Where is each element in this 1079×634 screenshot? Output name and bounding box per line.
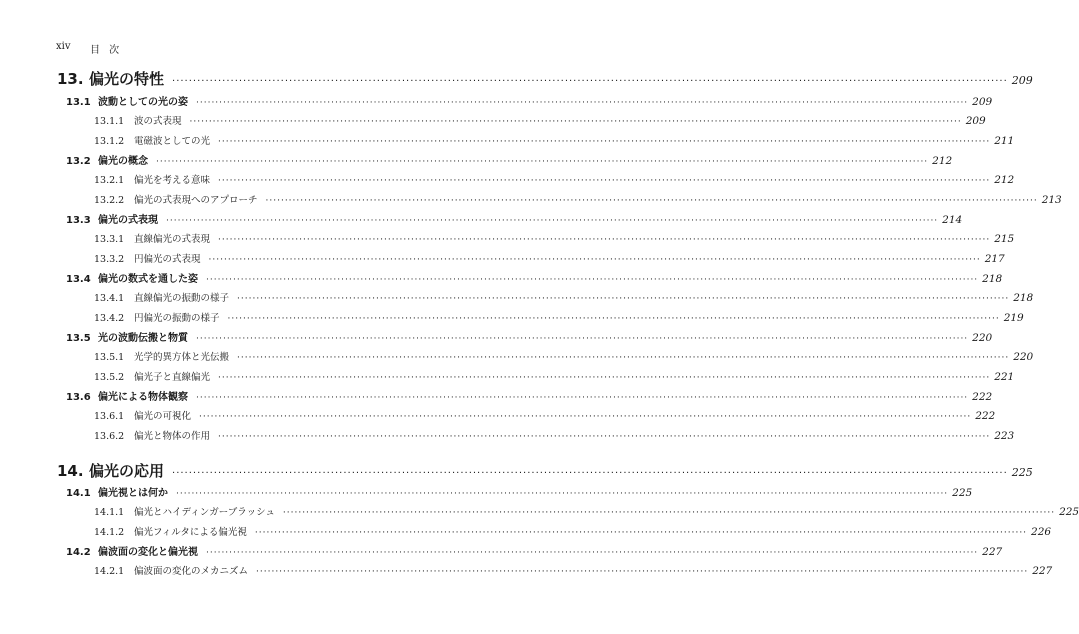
entry-page-number: 209 [965, 115, 986, 127]
entry-page-number: 225 [1011, 466, 1033, 479]
entry-page-number: 220 [1013, 351, 1034, 363]
toc-entry-subsection [94, 251, 1005, 265]
entry-number: 13.5 [66, 333, 91, 344]
entry-page-number: 220 [972, 332, 993, 344]
entry-title: 光の波動伝搬と物質 [98, 333, 188, 344]
toc-entry-subsection [94, 231, 1015, 245]
entry-page-number: 212 [994, 174, 1015, 186]
entry-number: 13.1.2 [94, 136, 125, 147]
entry-title: 円偏光の振動の様子 [134, 313, 220, 324]
entry-page-number: 212 [932, 155, 953, 167]
dot-leader: ········································································································································································································ [237, 294, 1010, 304]
entry-number: 13.3.1 [94, 234, 125, 245]
entry-number: 13.5.1 [94, 352, 125, 363]
toc-entry-subsection [94, 408, 996, 422]
toc-entry-subsection [94, 563, 1053, 577]
entry-page-number: 218 [982, 273, 1003, 285]
entry-page-number: 221 [994, 371, 1015, 383]
entry-title: 偏光と物体の作用 [134, 431, 211, 442]
entry-title: 偏光の特性 [89, 70, 165, 88]
entry-title: 偏光を考える意味 [134, 175, 211, 186]
entry-title: 偏光子と直線偏光 [134, 372, 211, 383]
entry-title: 偏光とハイディンガーブラッシュ [134, 507, 275, 518]
toc-entry-section [66, 211, 963, 226]
entry-title: 偏光の数式を通した姿 [98, 274, 198, 285]
entry-title: 偏波面の変化のメカニズム [134, 566, 249, 577]
dot-leader: ········································································································································································································ [156, 157, 929, 167]
toc-entry-subsection [94, 504, 1079, 518]
entry-page-number: 222 [975, 410, 996, 422]
dot-leader: ········································································································································································································ [172, 468, 1008, 479]
entry-page-number: 209 [1011, 74, 1033, 87]
entry-title: 偏光の式表現 [98, 215, 158, 226]
entry-number: 13.6.1 [94, 411, 125, 422]
entry-title: 偏光の概念 [98, 156, 148, 167]
entry-number: 14.1.2 [94, 527, 125, 538]
entry-title: 波の式表現 [134, 116, 182, 127]
entry-page-number: 227 [1032, 565, 1053, 577]
dot-leader: ········································································································································································································ [218, 373, 991, 383]
dot-leader: ········································································································································································································ [218, 176, 991, 186]
dot-leader: ········································································································································································································ [206, 275, 979, 285]
entry-title: 光学的異方体と光伝搬 [134, 352, 230, 363]
entry-page-number: 226 [1031, 526, 1052, 538]
entry-number: 13.5.2 [94, 372, 125, 383]
entry-title: 波動としての光の姿 [98, 97, 188, 108]
entry-number: 13.1.1 [94, 116, 125, 127]
dot-leader: ········································································································································································································ [218, 235, 991, 245]
toc-entry-section [66, 93, 993, 108]
header-title: 目 次 [90, 45, 123, 56]
dot-leader: ········································································································································································································ [227, 314, 1000, 324]
dot-leader: ········································································································································································································ [254, 528, 1028, 538]
entry-page-number: 218 [1013, 292, 1034, 304]
entry-page-number: 223 [994, 430, 1015, 442]
toc-entry-chapter [57, 460, 1033, 481]
entry-number: 13.3.2 [94, 254, 125, 265]
toc-entry-section [66, 270, 1003, 285]
entry-page-number: 211 [994, 135, 1015, 147]
dot-leader: ········································································································································································································ [172, 76, 1008, 87]
entry-page-number: 225 [1059, 506, 1079, 518]
dot-leader: ········································································································································································································ [282, 508, 1056, 518]
entry-number: 14.2.1 [94, 566, 125, 577]
entry-number: 13. [57, 70, 84, 88]
toc-entry-subsection [94, 428, 1015, 442]
entry-number: 14.1 [66, 488, 91, 499]
entry-title: 直線偏光の振動の様子 [134, 293, 230, 304]
entry-number: 13.3 [66, 215, 91, 226]
entry-page-number: 219 [1003, 312, 1024, 324]
dot-leader: ········································································································································································································ [176, 489, 949, 499]
entry-title: 円偏光の式表現 [134, 254, 201, 265]
dot-leader: ········································································································································································································ [196, 334, 969, 344]
entry-title: 直線偏光の式表現 [134, 234, 211, 245]
entry-page-number: 213 [1041, 194, 1062, 206]
entry-number: 13.2.1 [94, 175, 125, 186]
entry-title: 偏光の式表現へのアプローチ [134, 195, 258, 206]
toc-entry-subsection [94, 524, 1052, 538]
dot-leader: ········································································································································································································ [196, 393, 969, 403]
entry-number: 14. [57, 462, 84, 480]
toc-entry-section [66, 484, 973, 499]
entry-number: 13.6 [66, 392, 91, 403]
entry-number: 13.2.2 [94, 195, 125, 206]
toc-entry-subsection [94, 310, 1024, 324]
page-number: xiv [56, 41, 71, 52]
toc-entry-subsection [94, 192, 1062, 206]
entry-number: 13.2 [66, 156, 91, 167]
entry-number: 13.4.2 [94, 313, 125, 324]
entry-title: 偏光による物体観察 [98, 392, 188, 403]
entry-number: 14.2 [66, 547, 91, 558]
entry-title: 偏光の応用 [89, 462, 165, 480]
dot-leader: ········································································································································································································ [208, 255, 981, 265]
entry-page-number: 225 [952, 487, 973, 499]
entry-number: 13.6.2 [94, 431, 125, 442]
toc-entry-subsection [94, 369, 1015, 383]
dot-leader: ········································································································································································································ [218, 137, 991, 147]
toc-entry-chapter [57, 68, 1033, 89]
entry-number: 13.4 [66, 274, 91, 285]
entry-page-number: 217 [984, 253, 1005, 265]
dot-leader: ········································································································································································································ [265, 196, 1038, 206]
toc-entry-subsection [94, 113, 986, 127]
dot-leader: ········································································································································································································ [199, 412, 972, 422]
entry-page-number: 214 [942, 214, 963, 226]
dot-leader: ········································································································································································································ [189, 117, 962, 127]
entry-title: 偏波面の変化と偏光視 [98, 547, 198, 558]
toc-entry-subsection [94, 349, 1034, 363]
toc-entry-subsection [94, 133, 1015, 147]
entry-number: 13.1 [66, 97, 91, 108]
entry-title: 偏光視とは何か [98, 488, 168, 499]
entry-page-number: 215 [994, 233, 1015, 245]
toc-entry-subsection [94, 172, 1015, 186]
entry-page-number: 227 [982, 546, 1003, 558]
dot-leader: ········································································································································································································ [218, 432, 991, 442]
entry-number: 13.4.1 [94, 293, 125, 304]
toc-entry-section [66, 388, 993, 403]
entry-title: 偏光の可視化 [134, 411, 192, 422]
toc-entry-section [66, 152, 953, 167]
entry-number: 14.1.1 [94, 507, 125, 518]
entry-page-number: 222 [972, 391, 993, 403]
entry-title: 偏光フィルタによる偏光視 [134, 527, 247, 538]
toc-entry-section [66, 543, 1003, 558]
entry-title: 電磁波としての光 [134, 136, 211, 147]
dot-leader: ········································································································································································································ [206, 548, 979, 558]
entry-page-number: 209 [972, 96, 993, 108]
dot-leader: ········································································································································································································ [237, 353, 1010, 363]
dot-leader: ········································································································································································································ [256, 567, 1029, 577]
dot-leader: ········································································································································································································ [196, 98, 969, 108]
toc-entry-section [66, 329, 993, 344]
toc-entry-subsection [94, 290, 1034, 304]
dot-leader: ········································································································································································································ [166, 216, 939, 226]
